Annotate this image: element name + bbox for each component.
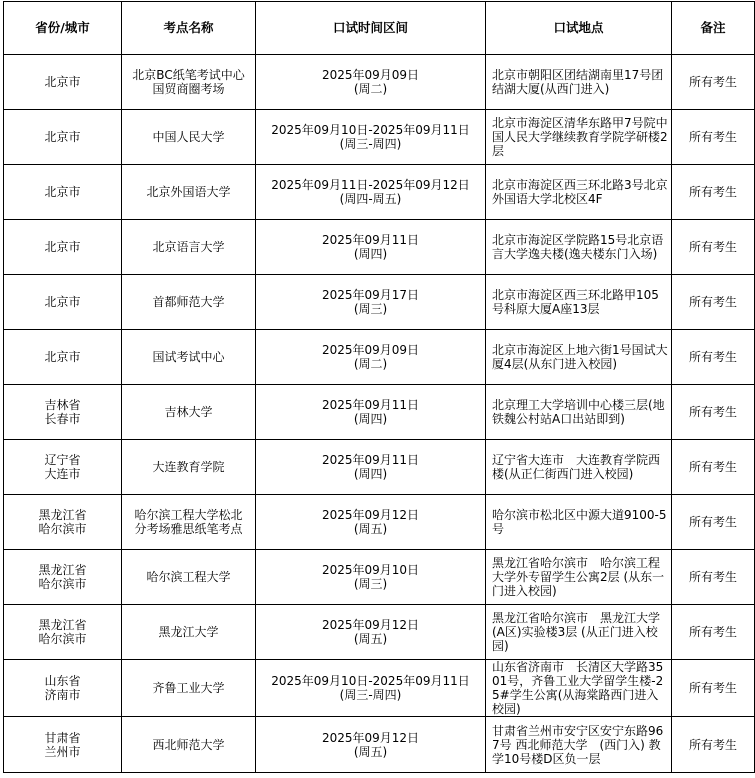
note-cell: 所有考生 [672, 330, 755, 385]
note-cell: 所有考生 [672, 717, 755, 773]
time-cell-line: (周二) [353, 82, 388, 96]
center-cell-line: 北京语言大学 [152, 240, 225, 254]
header-note: 备注 [672, 2, 755, 55]
province-cell [4, 605, 122, 660]
center-cell [122, 717, 256, 773]
location-cell: 北京市海淀区学院路15号北京语言大学逸夫楼(逸夫楼东门入场) [486, 220, 672, 275]
center-cell-line: 北京BC纸笔考试中心 [132, 68, 245, 82]
province-cell [4, 495, 122, 550]
time-cell-line: (周四) [353, 412, 388, 426]
location-cell: 黑龙江省哈尔滨市 哈尔滨工程大学外专留学生公寓2层 (从东一门进入校园) [486, 550, 672, 605]
time-cell [256, 495, 486, 550]
center-cell [122, 330, 256, 385]
time-cell-line: (周三) [353, 577, 388, 591]
table-row [4, 440, 755, 495]
time-cell-line: 2025年09月12日 [321, 730, 420, 745]
table-row [4, 330, 755, 385]
province-cell [4, 660, 122, 717]
table-row [4, 165, 755, 220]
center-cell [122, 385, 256, 440]
table-row [4, 55, 755, 110]
province-cell-line: 黑龙江省 [38, 508, 87, 522]
province-cell-line: 吉林省 [44, 398, 81, 412]
time-cell [256, 605, 486, 660]
time-cell [256, 165, 486, 220]
time-cell-line: 2025年09月09日 [321, 343, 420, 357]
time-cell-line: 2025年09月12日 [321, 618, 420, 632]
location-cell: 甘肃省兰州市安宁区安宁东路967号 西北师范大学 (西门入) 教学10号楼D区负一层 [486, 717, 672, 773]
province-cell [4, 165, 122, 220]
time-cell [256, 385, 486, 440]
location-cell: 北京市海淀区西三环北路甲105号科原大厦A座13层 [486, 275, 672, 330]
time-cell [256, 55, 486, 110]
province-cell-line: 长春市 [44, 412, 81, 426]
time-cell-line: (周四) [353, 247, 388, 261]
location-cell: 北京市海淀区清华东路甲7号院中国人民大学继续教育学院学研楼2层 [486, 110, 672, 165]
center-cell-line: 国试考试中心 [152, 350, 225, 364]
time-cell-line: (周五) [353, 632, 388, 646]
time-cell [256, 550, 486, 605]
note-cell: 所有考生 [672, 660, 755, 717]
time-cell-line: 2025年09月11日 [321, 233, 420, 247]
center-cell [122, 275, 256, 330]
center-cell-line: 哈尔滨工程大学松北 [134, 508, 243, 522]
table-row [4, 220, 755, 275]
note-cell: 所有考生 [672, 55, 755, 110]
province-cell [4, 330, 122, 385]
note-cell: 所有考生 [672, 165, 755, 220]
table-row [4, 660, 755, 717]
time-cell-line: (周五) [353, 522, 388, 536]
time-cell-line: (周二) [353, 357, 388, 371]
time-cell [256, 275, 486, 330]
time-cell-line: (周三-周四) [339, 137, 402, 151]
time-cell [256, 110, 486, 165]
table-row [4, 385, 755, 440]
province-cell-line: 北京市 [44, 75, 81, 89]
center-cell [122, 660, 256, 717]
time-cell-line: (周四) [353, 467, 388, 481]
note-cell: 所有考生 [672, 495, 755, 550]
center-cell-line: 国贸商圈考场 [152, 82, 225, 96]
province-cell-line: 北京市 [44, 130, 81, 144]
province-cell-line: 黑龙江省 [38, 563, 87, 577]
note-cell: 所有考生 [672, 605, 755, 660]
exam-schedule-table [3, 1, 755, 773]
note-cell: 所有考生 [672, 550, 755, 605]
time-cell [256, 220, 486, 275]
province-cell-line: 济南市 [44, 688, 81, 702]
table-row [4, 605, 755, 660]
time-cell-line: (周三) [353, 302, 388, 316]
center-cell-line: 黑龙江大学 [158, 625, 219, 639]
header-location: 口试地点 [486, 2, 672, 55]
table-row [4, 495, 755, 550]
note-cell: 所有考生 [672, 440, 755, 495]
center-cell-line: 北京外国语大学 [146, 185, 231, 199]
time-cell-line: (周四-周五) [339, 192, 402, 206]
province-cell-line: 辽宁省 [44, 453, 81, 467]
header-center: 考点名称 [122, 2, 256, 55]
center-cell-line: 哈尔滨工程大学 [146, 570, 231, 584]
time-cell-line: 2025年09月17日 [321, 288, 420, 302]
center-cell [122, 440, 256, 495]
table-row [4, 550, 755, 605]
province-cell-line: 甘肃省 [44, 730, 81, 745]
center-cell-line: 中国人民大学 [152, 130, 225, 144]
note-cell: 所有考生 [672, 275, 755, 330]
center-cell [122, 110, 256, 165]
time-cell [256, 440, 486, 495]
province-cell-line: 北京市 [44, 240, 81, 254]
table-row [4, 717, 755, 773]
province-cell-line: 北京市 [44, 185, 81, 199]
center-cell-line: 首都师范大学 [152, 295, 225, 309]
location-cell: 黑龙江省哈尔滨市 黑龙江大学(A区)实验楼3层 (从正门进入校园) [486, 605, 672, 660]
province-cell-line: 兰州市 [44, 744, 81, 759]
location-cell: 北京市朝阳区团结湖南里17号团结湖大厦(从西门进入) [486, 55, 672, 110]
center-cell [122, 165, 256, 220]
center-cell-line: 大连教育学院 [152, 460, 225, 474]
header-province: 省份/城市 [4, 2, 122, 55]
location-cell: 北京市海淀区上地六街1号国试大厦4层(从东门进入校园) [486, 330, 672, 385]
table-row [4, 110, 755, 165]
time-cell-line: 2025年09月11日-2025年09月12日 [271, 178, 470, 192]
province-cell-line: 北京市 [44, 350, 81, 364]
province-cell-line: 山东省 [44, 674, 81, 688]
time-cell-line: 2025年09月11日 [321, 398, 420, 412]
note-cell: 所有考生 [672, 385, 755, 440]
province-cell [4, 110, 122, 165]
time-cell-line: 2025年09月09日 [321, 68, 420, 82]
time-cell-line: 2025年09月10日-2025年09月11日 [271, 123, 470, 137]
note-cell: 所有考生 [672, 220, 755, 275]
table-body [4, 55, 755, 773]
center-cell-line: 齐鲁工业大学 [152, 681, 225, 695]
province-cell [4, 385, 122, 440]
province-cell [4, 275, 122, 330]
center-cell [122, 495, 256, 550]
center-cell-line: 西北师范大学 [152, 737, 225, 752]
header-time: 口试时间区间 [256, 2, 486, 55]
province-cell-line: 北京市 [44, 295, 81, 309]
center-cell-line: 吉林大学 [164, 405, 213, 419]
province-cell [4, 550, 122, 605]
time-cell [256, 717, 486, 773]
location-cell: 哈尔滨市松北区中源大道9100-5号 [486, 495, 672, 550]
time-cell-line: 2025年09月10日 [321, 563, 420, 577]
province-cell-line: 哈尔滨市 [38, 522, 87, 536]
time-cell [256, 660, 486, 717]
province-cell-line: 哈尔滨市 [38, 577, 87, 591]
time-cell-line: 2025年09月10日-2025年09月11日 [271, 674, 470, 688]
center-cell-line: 分考场雅思纸笔考点 [134, 522, 243, 536]
province-cell [4, 717, 122, 773]
province-cell-line: 哈尔滨市 [38, 632, 87, 646]
table-row [4, 275, 755, 330]
time-cell-line: 2025年09月12日 [321, 508, 420, 522]
time-cell-line: 2025年09月11日 [321, 453, 420, 467]
center-cell [122, 220, 256, 275]
note-cell: 所有考生 [672, 110, 755, 165]
province-cell-line: 黑龙江省 [38, 618, 87, 632]
province-cell-line: 大连市 [44, 467, 81, 481]
center-cell [122, 605, 256, 660]
location-cell: 山东省济南市 长清区大学路3501号，齐鲁工业大学留学生楼-25#学生公寓(从海棠路西门进入校园) [486, 660, 672, 717]
province-cell [4, 440, 122, 495]
province-cell [4, 220, 122, 275]
header-row [4, 2, 755, 55]
center-cell [122, 550, 256, 605]
time-cell-line: (周三-周四) [339, 688, 402, 702]
location-cell: 北京理工大学培训中心楼三层(地铁魏公村站A口出站即到) [486, 385, 672, 440]
center-cell [122, 55, 256, 110]
location-cell: 北京市海淀区西三环北路3号北京外国语大学北校区4F [486, 165, 672, 220]
province-cell [4, 55, 122, 110]
location-cell: 辽宁省大连市 大连教育学院西楼(从正仁街西门进入校园) [486, 440, 672, 495]
time-cell-line: (周五) [353, 744, 388, 759]
time-cell [256, 330, 486, 385]
